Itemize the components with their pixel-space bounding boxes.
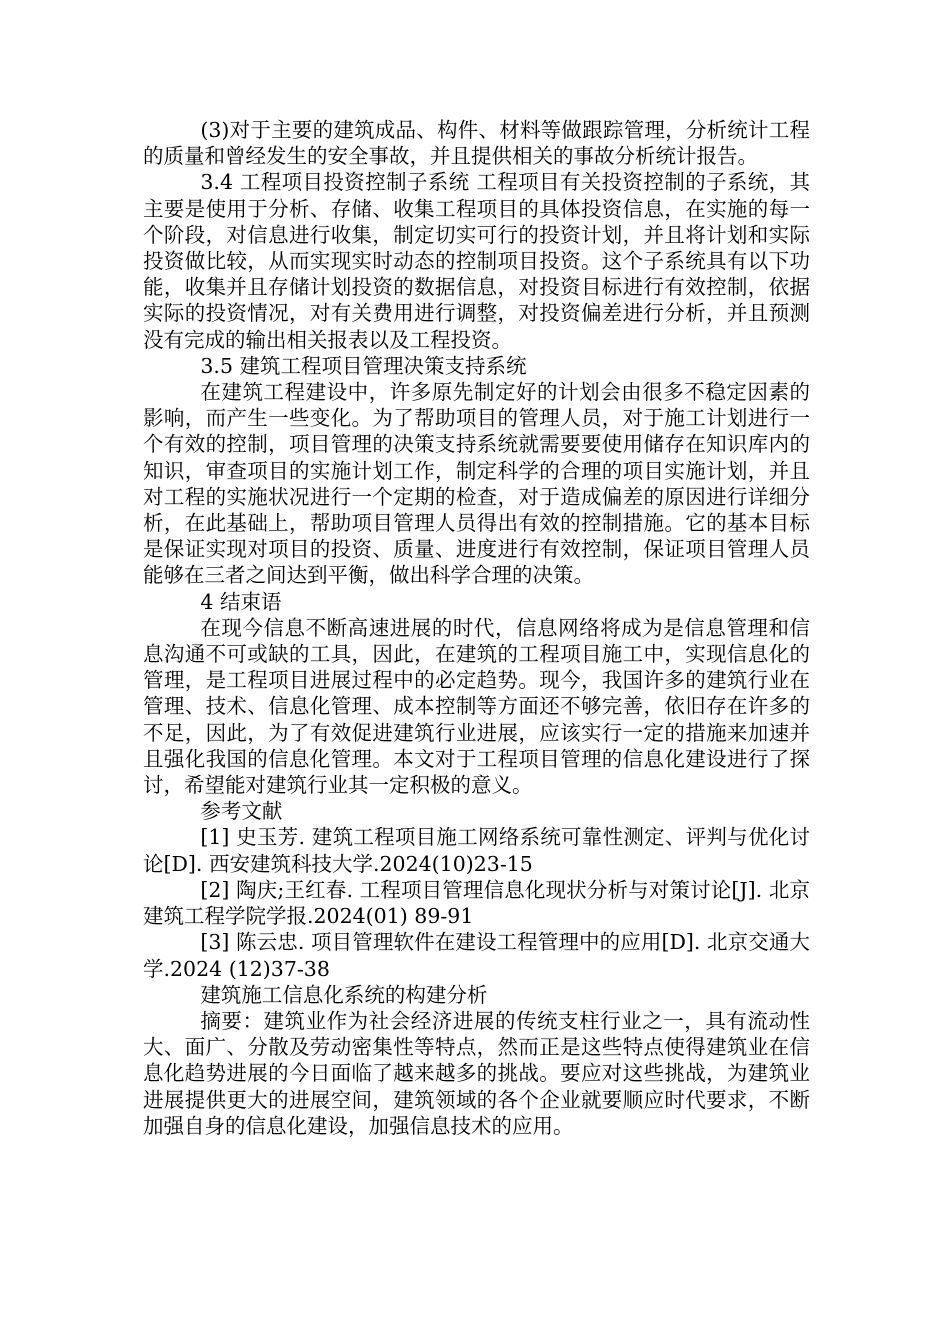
paragraph-abstract: 摘要：建筑业作为社会经济进展的传统支柱行业之一，具有流动性大、面广、分散及劳动密集性等特点，然而正是这些特点使得建筑业在信息化趋势进展的今日面临了越来越多的挑战。要应对这些挑战，为建筑业进展提供更大的进展空间，建筑领域的各个企业就要顺应时代要求，不断加强自身的信息化建设，加强信息技术的应用。: [143, 1008, 810, 1138]
heading-conclusion: 4 结束语: [200, 589, 282, 614]
heading-second-article-title: 建筑施工信息化系统的构建分析: [200, 982, 488, 1007]
paragraph-investment-control: 3.4 工程项目投资控制子系统 工程项目有关投资控制的子系统，其主要是使用于分析、存储、收集工程项目的具体投资信息，在实施的每一个阶段，对信息进行收集，制定切实可行的投资计划，并且将计划和实际投资做比较，从而实现实时动态的控制项目投资。这个子系统具有以下功能，收集并且存储计划投资的数据信息，对投资目标进行有效控制，依据实际的投资情况，对有关费用进行调整，对投资偏差进行分析，并且预测没有完成的输出相关报表以及工程投资。: [143, 170, 810, 352]
reference-item-1: [1] 史玉芳. 建筑工程项目施工网络系统可靠性测定、评判与优化讨论[D]. 西安建筑科技大学.2024(10)23-15: [143, 825, 810, 876]
reference-item-3: [3] 陈云忠. 项目管理软件在建设工程管理中的应用[D]. 北京交通大学.2024 (12)37-38: [143, 930, 810, 981]
document-body: [143, 117, 810, 1139]
paragraph-decision-support: 在建筑工程建设中，许多原先制定好的计划会由很多不稳定因素的影响，而产生一些变化。为了帮助项目的管理人员，对于施工计划进行一个有效的控制，项目管理的决策支持系统就需要要使用储存在知识库内的知识，审查项目的实施计划工作，制定科学的合理的项目实施计划，并且对工程的实施状况进行一个定期的检查，对于造成偏差的原因进行详细分析，在此基础上，帮助项目管理人员得出有效的控制措施。它的基本目标是保证实现对项目的投资、质量、进度进行有效控制，保证项目管理人员能够在三者之间达到平衡，做出科学合理的决策。: [143, 380, 810, 588]
reference-item-2: [2] 陶庆;王红春. 工程项目管理信息化现状分析与对策讨论[J]. 北京建筑工程学院学报.2024(01) 89-91: [143, 877, 810, 929]
paragraph-tracking-management: (3)对于主要的建筑成品、构件、材料等做跟踪管理，分析统计工程的质量和曾经发生的安全事故，并且提供相关的事故分析统计报告。: [143, 118, 810, 169]
heading-references: 参考文献: [200, 799, 283, 824]
heading-decision-support: 3.5 建筑工程项目管理决策支持系统: [200, 353, 527, 378]
paragraph-conclusion: 在现今信息不断高速进展的时代，信息网络将成为是信息管理和信息沟通不可或缺的工具，因此，在建筑的工程项目施工中，实现信息化的管理，是工程项目进展过程中的必定趋势。现今，我国许多的建筑行业在管理、技术、信息化管理、成本控制等方面还不够完善，依旧存在许多的不足，因此，为了有效促进建筑行业进展，应该实行一定的措施来加速并且强化我国的信息化管理。本文对于工程项目管理的信息化建设进行了探讨，希望能对建筑行业其一定积极的意义。: [143, 615, 810, 798]
